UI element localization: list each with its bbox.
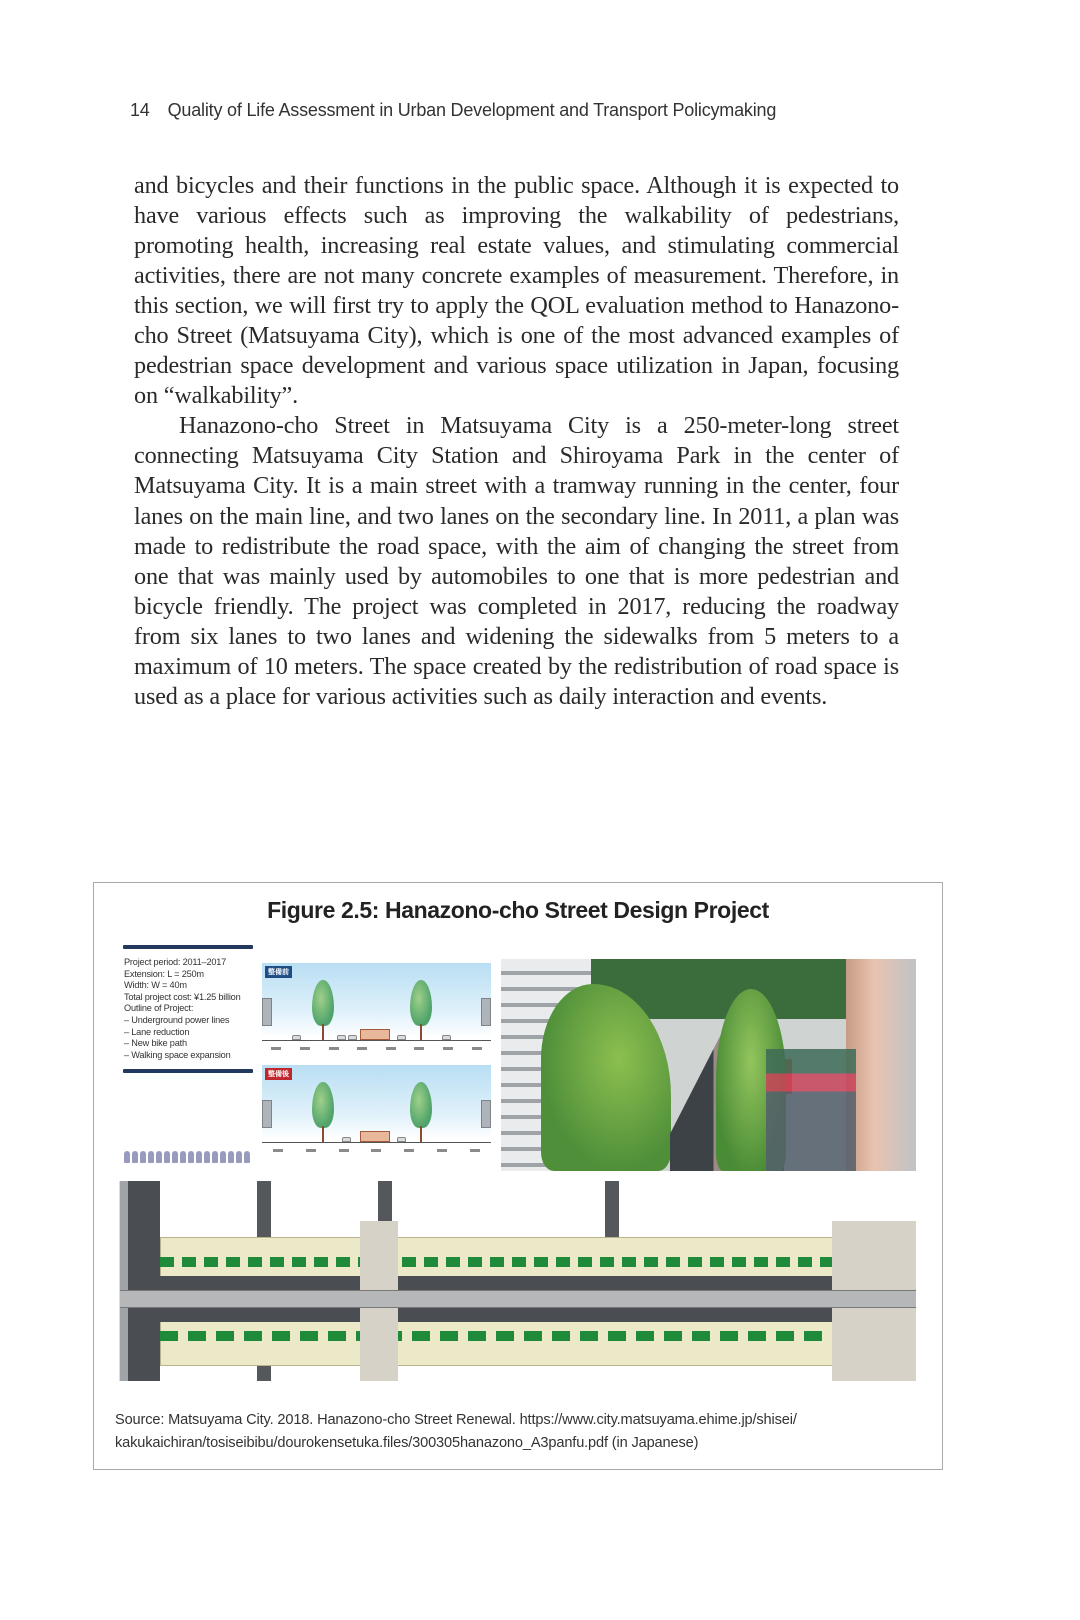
building-icon [481, 998, 491, 1026]
tree-icon [312, 980, 334, 1040]
info-rule-bottom [123, 1069, 253, 1073]
planting-south [160, 1331, 876, 1341]
running-head [130, 100, 776, 121]
info-line: Width: W = 40m [124, 980, 187, 991]
info-line: Project period: 2011–2017 [124, 957, 227, 967]
building-icon [262, 998, 272, 1026]
figure-title: Figure 2.5: Hanazono-cho Street Design Project [267, 897, 769, 923]
figure-source [115, 1409, 925, 1454]
info-line: Extension: L = 250m [124, 968, 204, 979]
before-tag: 整備前 [265, 966, 292, 978]
cross-section-after [262, 1065, 491, 1158]
cross-section-before [262, 963, 491, 1056]
tram-icon [360, 1029, 390, 1040]
tree-icon [410, 1082, 432, 1142]
lane-labels [262, 1147, 491, 1155]
info-line: – Lane reduction [124, 1026, 190, 1037]
source-line: Source: Matsuyama City. 2018. Hanazono-cho Street Renewal. https://www.city.matsuyama.ehime.jp/shisei/ [115, 1412, 797, 1428]
building-icon [262, 1100, 272, 1128]
tramway [120, 1290, 916, 1308]
planting-north [160, 1257, 876, 1267]
building-icon [481, 1100, 491, 1128]
paragraph: and bicycles and their functions in the public space. Although it is expected to have various effects such as improving the walkability of pedestrians, promoting health, increasing real estate values, and stimulating commercial activities, there are not many concrete examples of measurement. Therefore, in this section, we will first try to apply the QOL evaluation method to Hanazono-cho Street (Matsuyama City), which is one of the most advanced examples of pedestrian space development and various space utilization in Japan, focusing on “walkability”. [134, 172, 899, 410]
street-photo [501, 959, 916, 1171]
roadway-south [160, 1308, 876, 1322]
tram-icon [360, 1131, 390, 1142]
info-line: – Underground power lines [124, 1014, 230, 1025]
tree-icon [410, 980, 432, 1040]
running-head-title: Quality of Life Assessment in Urban Development and Transport Policymaking [167, 100, 777, 120]
info-line: Total project cost: ¥1.25 billion [124, 991, 241, 1002]
info-line: – Walking space expansion [124, 1049, 231, 1060]
project-info-lines [123, 949, 253, 1069]
paragraph: Hanazono-cho Street in Matsuyama City is a 250-meter-long street connecting Matsuyama City Station and Shiroyama Park in the center of Matsuyama City. It is a main street with a tramway running in the center, four lanes on the main line, and two lanes on the secondary line. In 2011, a plan was made to redistribute the road space, with the aim of changing the street from one that was mainly used by automobiles to one that is more pedestrian and bicycle friendly. The project was completed in 2017, reducing the roadway from six lanes to two lanes and widening the sidewalks from 5 meters to a maximum of 10 meters. The space created by the redistribution of road space is used as a place for various activities such as daily interaction and events. [134, 412, 899, 710]
tree-icon [312, 1082, 334, 1142]
roadway-north [160, 1276, 876, 1290]
info-line: – New bike path [124, 1038, 187, 1049]
sidewalk-south [160, 1321, 876, 1366]
figure [93, 882, 943, 1470]
lane-labels [262, 1045, 491, 1053]
body-text [134, 171, 899, 712]
after-tag: 整備後 [265, 1068, 292, 1080]
page-number: 14 [130, 100, 150, 120]
info-line: Outline of Project: [124, 1003, 194, 1014]
street-plan-view [119, 1181, 916, 1381]
pedestrian-icons [124, 1149, 254, 1163]
project-info-box [123, 945, 253, 1073]
source-line: kakukaichiran/tosiseibibu/dourokensetuka.files/300305hanazono_A3panfu.pdf (in Japanese) [115, 1434, 699, 1451]
